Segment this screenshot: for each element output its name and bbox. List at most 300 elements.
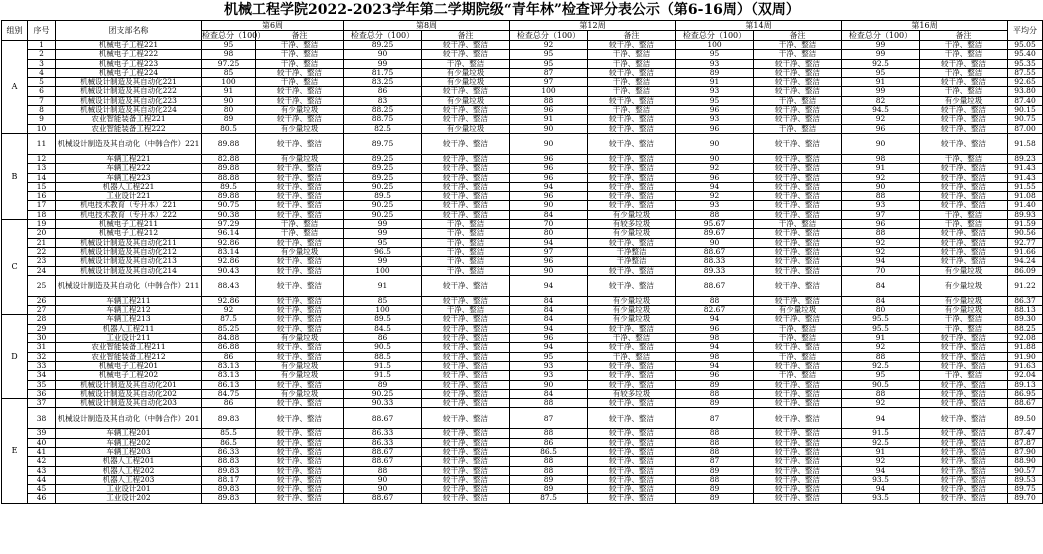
cell-week6-score: 90.43 bbox=[202, 266, 256, 275]
cell-average: 87.87 bbox=[1008, 438, 1043, 447]
cell-week8-score: 89.25 bbox=[344, 173, 422, 182]
cell-week14-remark: 较干净、整洁 bbox=[754, 247, 842, 256]
col-header-week-6: 第6周 bbox=[202, 21, 344, 31]
cell-week6-remark: 有少量垃圾 bbox=[256, 154, 344, 163]
col-header-remark: 备注 bbox=[920, 31, 1008, 41]
cell-week12-score: 95 bbox=[510, 59, 588, 68]
cell-week16-score: 90 bbox=[842, 133, 920, 154]
table-row bbox=[2, 494, 1043, 503]
cell-week6-score: 89.83 bbox=[202, 494, 256, 503]
cell-seq: 13 bbox=[28, 164, 56, 173]
cell-week12-remark: 较干净、整洁 bbox=[588, 438, 676, 447]
cell-week6-score: 89.83 bbox=[202, 408, 256, 429]
col-header-seq: 序号 bbox=[28, 21, 56, 41]
cell-week6-remark: 较干净、整洁 bbox=[256, 485, 344, 494]
cell-branch-name: 机器人工程201 bbox=[56, 457, 202, 466]
cell-branch-name: 车辆工程201 bbox=[56, 429, 202, 438]
cell-week12-score: 94 bbox=[510, 324, 588, 333]
cell-branch-name: 农业智能装备工程212 bbox=[56, 352, 202, 361]
cell-average: 95.05 bbox=[1008, 41, 1043, 50]
cell-week12-score: 91 bbox=[510, 115, 588, 124]
table-row bbox=[2, 438, 1043, 447]
cell-week14-score: 93 bbox=[676, 201, 754, 210]
cell-week6-score: 80.5 bbox=[202, 124, 256, 133]
cell-average: 89.30 bbox=[1008, 315, 1043, 324]
cell-seq: 43 bbox=[28, 466, 56, 475]
cell-week16-remark: 较干净、整洁 bbox=[920, 389, 1008, 398]
cell-week8-score: 83 bbox=[344, 96, 422, 105]
cell-week16-score: 91 bbox=[842, 334, 920, 343]
table-row bbox=[2, 429, 1043, 438]
cell-week6-score: 89.88 bbox=[202, 192, 256, 201]
cell-week16-score: 91 bbox=[842, 447, 920, 456]
cell-group: E bbox=[2, 399, 28, 504]
col-header-score: 检查总分（100） bbox=[510, 31, 588, 41]
cell-week16-score: 92 bbox=[842, 238, 920, 247]
cell-week14-score: 94 bbox=[676, 182, 754, 191]
cell-week12-score: 87 bbox=[510, 68, 588, 77]
cell-week14-score: 96 bbox=[676, 324, 754, 333]
cell-week6-remark: 较干净、整洁 bbox=[256, 87, 344, 96]
cell-average: 87.00 bbox=[1008, 124, 1043, 133]
cell-average: 89.53 bbox=[1008, 475, 1043, 484]
cell-week12-remark: 较干净、整洁 bbox=[588, 182, 676, 191]
cell-week6-score: 86.88 bbox=[202, 343, 256, 352]
cell-seq: 34 bbox=[28, 371, 56, 380]
cell-branch-name: 机器人工程221 bbox=[56, 182, 202, 191]
cell-week12-remark: 较干净、整洁 bbox=[588, 485, 676, 494]
cell-week12-remark: 有少量垃圾 bbox=[588, 296, 676, 305]
cell-week12-score: 88 bbox=[510, 457, 588, 466]
cell-average: 87.90 bbox=[1008, 447, 1043, 456]
cell-week6-remark: 较干净、整洁 bbox=[256, 192, 344, 201]
cell-week8-score: 88.75 bbox=[344, 115, 422, 124]
cell-week8-remark: 较干净、整洁 bbox=[422, 485, 510, 494]
cell-week12-remark: 干净整洁 bbox=[588, 247, 676, 256]
cell-branch-name: 机械设计制造及其自动化（中韩合作）201 bbox=[56, 408, 202, 429]
cell-week16-remark: 较干净、整洁 bbox=[920, 343, 1008, 352]
cell-week16-score: 88 bbox=[842, 389, 920, 398]
cell-week12-remark: 较干净、整洁 bbox=[588, 115, 676, 124]
cell-week12-remark: 较干净、整洁 bbox=[588, 201, 676, 210]
cell-week6-remark: 较干净、整洁 bbox=[256, 238, 344, 247]
cell-week16-score: 92.5 bbox=[842, 59, 920, 68]
cell-week8-remark: 干净、整洁 bbox=[422, 59, 510, 68]
cell-seq: 29 bbox=[28, 324, 56, 333]
cell-week6-remark: 较干净、整洁 bbox=[256, 96, 344, 105]
cell-week16-score: 92 bbox=[842, 343, 920, 352]
cell-week6-score: 89 bbox=[202, 115, 256, 124]
cell-week16-remark: 干净、整洁 bbox=[920, 50, 1008, 59]
table-row bbox=[2, 173, 1043, 182]
cell-week14-remark: 较干净、整洁 bbox=[754, 173, 842, 182]
cell-week6-remark: 较干净、整洁 bbox=[256, 133, 344, 154]
cell-week12-score: 94 bbox=[510, 343, 588, 352]
cell-week8-remark: 干净、整洁 bbox=[422, 220, 510, 229]
cell-week16-score: 99 bbox=[842, 50, 920, 59]
cell-week8-score: 88.67 bbox=[344, 447, 422, 456]
cell-week14-remark: 较干净、整洁 bbox=[754, 275, 842, 296]
cell-week14-score: 95.67 bbox=[676, 220, 754, 229]
cell-week6-remark: 干净、整洁 bbox=[256, 78, 344, 87]
cell-average: 87.40 bbox=[1008, 96, 1043, 105]
cell-week16-score: 92 bbox=[842, 399, 920, 408]
cell-week14-score: 88 bbox=[676, 447, 754, 456]
cell-week8-score: 85 bbox=[344, 296, 422, 305]
cell-seq: 24 bbox=[28, 266, 56, 275]
cell-week14-score: 87 bbox=[676, 457, 754, 466]
cell-seq: 2 bbox=[28, 50, 56, 59]
cell-week12-score: 96 bbox=[510, 334, 588, 343]
cell-week16-score: 90 bbox=[842, 182, 920, 191]
cell-average: 92.08 bbox=[1008, 334, 1043, 343]
cell-week6-score: 97.25 bbox=[202, 59, 256, 68]
cell-week12-remark: 干净、整洁 bbox=[588, 106, 676, 115]
cell-average: 90.56 bbox=[1008, 229, 1043, 238]
cell-week14-score: 90 bbox=[676, 238, 754, 247]
table-row bbox=[2, 447, 1043, 456]
cell-week6-remark: 较干净、整洁 bbox=[256, 447, 344, 456]
cell-week12-remark: 较干净、整洁 bbox=[588, 275, 676, 296]
cell-week14-score: 96 bbox=[676, 106, 754, 115]
cell-week8-remark: 较干净、整洁 bbox=[422, 494, 510, 503]
cell-week14-remark: 较干净、整洁 bbox=[754, 408, 842, 429]
cell-average: 88.67 bbox=[1008, 399, 1043, 408]
cell-week6-remark: 较干净、整洁 bbox=[256, 408, 344, 429]
cell-week14-score: 90 bbox=[676, 154, 754, 163]
cell-week14-remark: 较干净、整洁 bbox=[754, 59, 842, 68]
cell-week8-remark: 有少量垃圾 bbox=[422, 78, 510, 87]
cell-week14-score: 94 bbox=[676, 315, 754, 324]
cell-week12-remark: 较干净、整洁 bbox=[588, 408, 676, 429]
cell-week6-remark: 有少量垃圾 bbox=[256, 334, 344, 343]
table-row bbox=[2, 380, 1043, 389]
cell-week12-score: 84 bbox=[510, 306, 588, 315]
cell-average: 91.59 bbox=[1008, 220, 1043, 229]
cell-week16-score: 99 bbox=[842, 87, 920, 96]
cell-week6-score: 86.5 bbox=[202, 438, 256, 447]
cell-week6-remark: 较干净、整洁 bbox=[256, 352, 344, 361]
cell-week14-score: 88 bbox=[676, 475, 754, 484]
cell-week16-remark: 有少量垃圾 bbox=[920, 96, 1008, 105]
cell-week8-remark: 有少量垃圾 bbox=[422, 124, 510, 133]
cell-week14-score: 94 bbox=[676, 361, 754, 370]
cell-week6-remark: 较干净、整洁 bbox=[256, 115, 344, 124]
cell-week14-remark: 较干净、整洁 bbox=[754, 438, 842, 447]
cell-week14-remark: 较干净、整洁 bbox=[754, 494, 842, 503]
cell-branch-name: 机械电子工程211 bbox=[56, 220, 202, 229]
cell-week12-score: 80 bbox=[510, 229, 588, 238]
cell-week6-score: 89.88 bbox=[202, 133, 256, 154]
cell-week14-remark: 较干净、整洁 bbox=[754, 266, 842, 275]
cell-week16-score: 96 bbox=[842, 220, 920, 229]
cell-week8-remark: 较干净、整洁 bbox=[422, 115, 510, 124]
cell-week16-remark: 较干净、整洁 bbox=[920, 182, 1008, 191]
cell-week16-score: 80 bbox=[842, 306, 920, 315]
cell-week14-score: 96 bbox=[676, 173, 754, 182]
cell-week6-score: 85 bbox=[202, 68, 256, 77]
cell-week6-score: 92 bbox=[202, 306, 256, 315]
cell-week12-remark: 较干净、整洁 bbox=[588, 154, 676, 163]
cell-seq: 42 bbox=[28, 457, 56, 466]
cell-week14-remark: 较干净、整洁 bbox=[754, 192, 842, 201]
cell-week8-remark: 较干净、整洁 bbox=[422, 324, 510, 333]
cell-week16-score: 88 bbox=[842, 192, 920, 201]
cell-average: 95.35 bbox=[1008, 59, 1043, 68]
cell-week8-remark: 干净、整洁 bbox=[422, 257, 510, 266]
table-body bbox=[2, 41, 1043, 504]
cell-average: 92.77 bbox=[1008, 238, 1043, 247]
cell-week12-score: 95 bbox=[510, 50, 588, 59]
cell-week14-score: 87 bbox=[676, 408, 754, 429]
cell-week16-remark: 较干净、整洁 bbox=[920, 257, 1008, 266]
cell-week14-score: 89 bbox=[676, 485, 754, 494]
cell-week16-remark: 较干净、整洁 bbox=[920, 238, 1008, 247]
cell-week14-remark: 干净、整洁 bbox=[754, 124, 842, 133]
cell-week14-remark: 较干净、整洁 bbox=[754, 87, 842, 96]
cell-week14-remark: 较干净、整洁 bbox=[754, 296, 842, 305]
cell-week12-remark: 干净、整洁 bbox=[588, 59, 676, 68]
cell-week8-remark: 较干净、整洁 bbox=[422, 275, 510, 296]
cell-week16-remark: 较干净、整洁 bbox=[920, 201, 1008, 210]
cell-week8-remark: 较干净、整洁 bbox=[422, 399, 510, 408]
cell-week12-remark: 较干净、整洁 bbox=[588, 447, 676, 456]
cell-week8-remark: 有少量垃圾 bbox=[422, 96, 510, 105]
cell-week16-score: 90.5 bbox=[842, 380, 920, 389]
cell-week16-score: 99 bbox=[842, 41, 920, 50]
cell-week14-remark: 较干净、整洁 bbox=[754, 68, 842, 77]
cell-week12-remark: 干净、整洁 bbox=[588, 78, 676, 87]
cell-week16-remark: 较干净、整洁 bbox=[920, 247, 1008, 256]
cell-week8-remark: 干净、整洁 bbox=[422, 306, 510, 315]
cell-branch-name: 机械设计制造及其自动化（中韩合作）211 bbox=[56, 275, 202, 296]
cell-week14-remark: 干净、整洁 bbox=[754, 352, 842, 361]
cell-week8-score: 100 bbox=[344, 306, 422, 315]
cell-week12-score: 84 bbox=[510, 210, 588, 219]
cell-group: C bbox=[2, 220, 28, 315]
cell-week8-remark: 较干净、整洁 bbox=[422, 408, 510, 429]
cell-week12-score: 89 bbox=[510, 485, 588, 494]
cell-week8-remark: 较干净、整洁 bbox=[422, 201, 510, 210]
cell-week14-score: 89 bbox=[676, 466, 754, 475]
table-row bbox=[2, 229, 1043, 238]
cell-week12-remark: 较干净、整洁 bbox=[588, 173, 676, 182]
cell-branch-name: 工业设计221 bbox=[56, 192, 202, 201]
cell-week12-remark: 较干净、整洁 bbox=[588, 361, 676, 370]
cell-branch-name: 车辆工程222 bbox=[56, 164, 202, 173]
col-header-remark: 备注 bbox=[754, 31, 842, 41]
cell-average: 90.15 bbox=[1008, 106, 1043, 115]
cell-week14-remark: 较干净、整洁 bbox=[754, 164, 842, 173]
cell-week12-score: 70 bbox=[510, 220, 588, 229]
cell-week14-score: 88 bbox=[676, 210, 754, 219]
cell-branch-name: 机械电子工程221 bbox=[56, 41, 202, 50]
cell-branch-name: 车辆工程223 bbox=[56, 173, 202, 182]
cell-seq: 9 bbox=[28, 115, 56, 124]
cell-week12-score: 95 bbox=[510, 352, 588, 361]
cell-branch-name: 工业设计211 bbox=[56, 334, 202, 343]
cell-week16-score: 95 bbox=[842, 68, 920, 77]
cell-week6-score: 84.88 bbox=[202, 334, 256, 343]
cell-week8-score: 99 bbox=[344, 229, 422, 238]
cell-week6-score: 89.83 bbox=[202, 466, 256, 475]
cell-week16-score: 84 bbox=[842, 296, 920, 305]
cell-week16-score: 94 bbox=[842, 466, 920, 475]
cell-week8-remark: 较干净、整洁 bbox=[422, 164, 510, 173]
cell-branch-name: 机械电子工程222 bbox=[56, 50, 202, 59]
cell-week12-score: 84 bbox=[510, 296, 588, 305]
cell-week8-remark: 较干净、整洁 bbox=[422, 457, 510, 466]
cell-branch-name: 农业智能装备工程222 bbox=[56, 124, 202, 133]
cell-week12-score: 84 bbox=[510, 389, 588, 398]
cell-week6-remark: 干净、整洁 bbox=[256, 229, 344, 238]
cell-week8-remark: 较干净、整洁 bbox=[422, 50, 510, 59]
cell-week12-score: 84 bbox=[510, 315, 588, 324]
cell-week12-score: 90 bbox=[510, 133, 588, 154]
cell-seq: 45 bbox=[28, 485, 56, 494]
cell-average: 91.66 bbox=[1008, 247, 1043, 256]
cell-week6-score: 96.14 bbox=[202, 229, 256, 238]
cell-week8-remark: 干净、整洁 bbox=[422, 247, 510, 256]
cell-week6-score: 86.13 bbox=[202, 380, 256, 389]
col-header-score: 检查总分（100） bbox=[202, 31, 266, 40]
cell-week14-remark: 较干净、整洁 bbox=[754, 380, 842, 389]
cell-week12-remark: 干净、整洁 bbox=[588, 87, 676, 96]
cell-week6-score: 88.83 bbox=[202, 457, 256, 466]
cell-week14-remark: 干净、整洁 bbox=[754, 41, 842, 50]
table-row bbox=[2, 475, 1043, 484]
cell-week8-remark: 较干净、整洁 bbox=[422, 361, 510, 370]
cell-seq: 8 bbox=[28, 106, 56, 115]
table-row bbox=[2, 59, 1043, 68]
cell-seq: 28 bbox=[28, 315, 56, 324]
table-row bbox=[2, 87, 1043, 96]
cell-week14-score: 92 bbox=[676, 164, 754, 173]
cell-week6-score: 82.88 bbox=[202, 154, 256, 163]
cell-week6-remark: 干净、整洁 bbox=[256, 59, 344, 68]
cell-week8-remark: 较干净、整洁 bbox=[422, 154, 510, 163]
table-row bbox=[2, 371, 1043, 380]
cell-week14-remark: 较干净、整洁 bbox=[754, 457, 842, 466]
cell-average: 89.93 bbox=[1008, 210, 1043, 219]
cell-week14-score: 88 bbox=[676, 438, 754, 447]
cell-week12-score: 90 bbox=[510, 124, 588, 133]
cell-week16-remark: 较干净、整洁 bbox=[920, 438, 1008, 447]
table-row bbox=[2, 296, 1043, 305]
cell-week14-remark: 较干净、整洁 bbox=[754, 315, 842, 324]
cell-week6-remark: 有少量垃圾 bbox=[256, 361, 344, 370]
cell-week8-score: 89.25 bbox=[344, 154, 422, 163]
cell-week6-remark: 较干净、整洁 bbox=[256, 68, 344, 77]
cell-branch-name: 机械电子工程223 bbox=[56, 59, 202, 68]
cell-week16-remark: 较干净、整洁 bbox=[920, 466, 1008, 475]
cell-week6-score: 100 bbox=[202, 78, 256, 87]
cell-average: 91.43 bbox=[1008, 173, 1043, 182]
cell-week8-score: 91.5 bbox=[344, 371, 422, 380]
cell-week8-score: 90.25 bbox=[344, 389, 422, 398]
cell-week8-remark: 较干净、整洁 bbox=[422, 371, 510, 380]
cell-week8-score: 86.33 bbox=[344, 429, 422, 438]
table-row bbox=[2, 266, 1043, 275]
cell-seq: 20 bbox=[28, 229, 56, 238]
cell-group: A bbox=[2, 41, 28, 134]
cell-week12-score: 87 bbox=[510, 408, 588, 429]
cell-branch-name: 机械设计制造及其自动化214 bbox=[56, 266, 202, 275]
cell-week8-score: 89.25 bbox=[344, 41, 422, 50]
cell-week6-remark: 较干净、整洁 bbox=[256, 475, 344, 484]
cell-week8-score: 95 bbox=[344, 238, 422, 247]
cell-week14-score: 89 bbox=[676, 68, 754, 77]
cell-average: 91.88 bbox=[1008, 343, 1043, 352]
cell-week8-remark: 较干净、整洁 bbox=[422, 173, 510, 182]
cell-week14-remark: 较干净、整洁 bbox=[754, 257, 842, 266]
cell-week6-remark: 较干净、整洁 bbox=[256, 201, 344, 210]
cell-week14-score: 96 bbox=[676, 371, 754, 380]
cell-week6-score: 80 bbox=[202, 106, 256, 115]
cell-week6-remark: 较干净、整洁 bbox=[256, 210, 344, 219]
cell-week8-score: 86 bbox=[344, 334, 422, 343]
cell-week6-score: 83.13 bbox=[202, 371, 256, 380]
cell-week14-remark: 较干净、整洁 bbox=[754, 399, 842, 408]
cell-week6-score: 87.5 bbox=[202, 315, 256, 324]
table-row bbox=[2, 257, 1043, 266]
cell-week14-score: 95 bbox=[676, 50, 754, 59]
cell-week6-remark: 干净、整洁 bbox=[256, 50, 344, 59]
cell-week8-score: 88.67 bbox=[344, 494, 422, 503]
cell-seq: 30 bbox=[28, 334, 56, 343]
cell-week8-score: 88.67 bbox=[344, 408, 422, 429]
cell-week14-remark: 较干净、整洁 bbox=[754, 475, 842, 484]
cell-week16-remark: 较干净、整洁 bbox=[920, 447, 1008, 456]
cell-week6-score: 84.75 bbox=[202, 389, 256, 398]
cell-week12-score: 97 bbox=[510, 247, 588, 256]
cell-week6-score: 83.14 bbox=[202, 247, 256, 256]
cell-week8-score: 96.5 bbox=[344, 247, 422, 256]
cell-week6-score: 97.29 bbox=[202, 220, 256, 229]
cell-week14-remark: 干净、整洁 bbox=[754, 96, 842, 105]
cell-week12-remark: 较干净、整洁 bbox=[588, 466, 676, 475]
cell-week6-remark: 较干净、整洁 bbox=[256, 429, 344, 438]
cell-week6-score: 95 bbox=[202, 41, 256, 50]
cell-average: 88.90 bbox=[1008, 457, 1043, 466]
cell-week8-score: 88.67 bbox=[344, 457, 422, 466]
cell-week12-score: 93 bbox=[510, 361, 588, 370]
table-row bbox=[2, 115, 1043, 124]
cell-average: 91.08 bbox=[1008, 192, 1043, 201]
cell-week8-score: 89 bbox=[344, 380, 422, 389]
cell-week16-remark: 较干净、整洁 bbox=[920, 494, 1008, 503]
cell-seq: 14 bbox=[28, 173, 56, 182]
col-header-score: 检查总分（100） bbox=[676, 31, 754, 41]
cell-week12-remark: 干净整洁 bbox=[588, 257, 676, 266]
cell-branch-name: 农业智能装备工程211 bbox=[56, 343, 202, 352]
cell-week16-remark: 较干净、整洁 bbox=[920, 457, 1008, 466]
cell-branch-name: 工业设计201 bbox=[56, 485, 202, 494]
cell-week6-remark: 较干净、整洁 bbox=[256, 380, 344, 389]
cell-week16-remark: 较干净、整洁 bbox=[920, 115, 1008, 124]
cell-week16-remark: 较干净、整洁 bbox=[920, 164, 1008, 173]
cell-week14-score: 95 bbox=[676, 96, 754, 105]
cell-week12-remark: 较干净、整洁 bbox=[588, 164, 676, 173]
cell-week8-score: 99 bbox=[344, 220, 422, 229]
col-header-week-8: 第8周 bbox=[344, 21, 510, 31]
cell-week16-remark: 较干净、整洁 bbox=[920, 485, 1008, 494]
cell-week14-score: 89 bbox=[676, 399, 754, 408]
cell-week16-score: 92.5 bbox=[842, 361, 920, 370]
cell-week6-score: 90.75 bbox=[202, 201, 256, 210]
cell-week6-score: 88.43 bbox=[202, 275, 256, 296]
cell-week14-score: 91 bbox=[676, 78, 754, 87]
